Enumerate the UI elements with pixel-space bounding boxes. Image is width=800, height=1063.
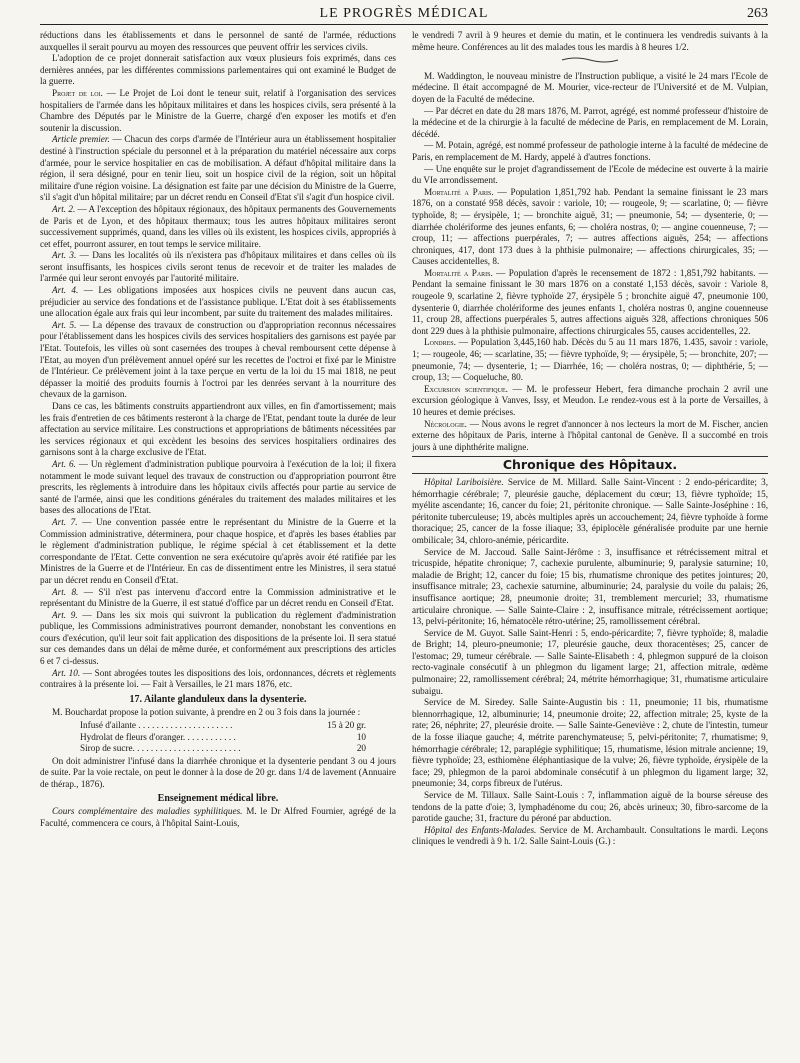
article: Art. 3. — Dans les localités où ils n'existera pas d'hôpitaux militaires et dans celles où ils seront insuffisants, les hospices civils seront tenus de recevoir et de traiter les malades de l'armée qui leur seront envoyés par l'autorité militaire. bbox=[40, 250, 396, 284]
paragraph: Dans ce cas, les bâtiments construits appartiendront aux villes, en fin d'amortissement; mais les frais d'entretien de ces bâtiments resteront à la charge de l'Etat, pendant toute la durée de leur affectation au service militaire. Les constructions et appropriations de bâtiments nécessitées par les services régionaux et qui excèdent les besoins des services hospitaliers ordinaires des garnisons sont à la charge exclusive de l'Etat. bbox=[40, 401, 396, 458]
article: Art. 10. — Sont abrogées toutes les dispositions des lois, ordonnances, décrets et règlements contraires à la présente loi. — Fait à Versailles, le 21 mars 1876, etc. bbox=[40, 667, 396, 690]
paragraph: — M. Potain, agrégé, est nommé professeur de pathologie interne à la faculté de médecine de Paris, en remplacement de M. Hardy, appelé à d'autres fonctions. bbox=[412, 140, 768, 162]
paragraph: Hôpital des Enfants-Malades. Service de M. Archambault. Consultations le mardi. Leçons cliniques le vendredi à 9 h. 1/2. Salle Saint-Louis (G.) : bbox=[412, 824, 768, 847]
paragraph: Excursion scientifique. — M. le professeur Hebert, fera dimanche prochain 2 avril une excursion géologique à Vanves, Issy, et Meudon. Le rendez-vous est à la porte de Versailles, à 10 heures et demie précises. bbox=[412, 383, 768, 417]
journal-title: LE PROGRÈS MÉDICAL bbox=[319, 6, 489, 21]
article: Art. 4. — Les obligations imposées aux hospices civils ne peuvent dans aucun cas, préjudicier au service des fondations et de l'assistance publique. L'Etat doit à ses établissements une allocation égale aux frais qui leur incombent, par suite du traitement des malades militaires. bbox=[40, 285, 396, 319]
paragraph: Hôpital Lariboisière. Service de M. Millard. Salle Saint-Vincent : 2 endo-péricardite; 3, hémorrhagie cérébrale; 7, pleurésie gauche, déplacement du cœur; 13, fièvre typhoïde; 15, myélite ascendante; 16, cancer du foie; 21, péritonite chronique. — Salle Sainte-Joséphine : 16, péritonite tuberculeuse; 19, abcès multiples après un accouchement; 24, fièvre typhoïde à forme thoracique; 25, cancer de la fosse iliaque; 33, épiplocèle généralisée produite par une hernie ombilicale; 34, chloro-anémie, péricardite. bbox=[412, 476, 768, 545]
prescription-line: Infusé d'ailante . . . . . . . . . . . . . . . . . . . . . 15 à 20 gr. bbox=[80, 720, 366, 731]
left-column bbox=[40, 30, 396, 829]
paragraph: Mortalité a Paris. — Population d'après le recensement de 1872 : 1,851,792 habitants. — Pendant la semaine finissant le 30 mars 1876 on a constaté 1,153 décès, savoir : Variole 8, rougeole 9, scarlatine 2, fièvre typhoïde 27, érysipèle 5 ; bronchite aiguë 47, pneumonie 100, dysenterie 0, diarrhée cholériforme des jeunes enfants 1, choléra nostras 0, angine couenneuse 11, croup 28, affections puerpérales 5, autres affections aiguës 328, affections chroniques 506 dont 229 dues à la phthisie pulmonaire, affections chirurgicales 55, causes accidentelles, 22. bbox=[412, 267, 768, 336]
paragraph: Londres. — Population 3,445,160 hab. Décès du 5 au 11 mars 1876, 1.435, savoir : variole, 1; — rougeole, 46; — scarlatine, 35; — fièvre typhoïde, 9; — érysipèle, 5; — bronchite, 207; — pneumonie, 74; — dysenterie, 1; — Diarrhée, 16; — choléra nostras, 0; — diphthérie, 5; — croup, 13; — Coqueluche, 80. bbox=[412, 337, 768, 383]
section-heading: 17. Ailante glanduleux dans la dysenterie. bbox=[129, 693, 307, 705]
paragraph: — Par décret en date du 28 mars 1876, M. Parrot, agrégé, est nommé professeur d'histoire de la médecine et de la chirurgie à la faculté de médecine de Paris, en remplacement de M. Lorain, décédé. bbox=[412, 105, 768, 139]
paragraph: Cours complémentaire des maladies syphilitiques. M. le Dr Alfred Fournier, agrégé de la Faculté, commencera ce cours, à l'hôpital Saint-Louis, bbox=[40, 806, 396, 828]
right-column bbox=[412, 30, 768, 848]
section-box-title: Chronique des Hôpitaux. bbox=[412, 456, 768, 474]
paragraph: Nécrologie. — Nous avons le regret d'annoncer à nos lecteurs la mort de M. Fischer, ancien externe des hôpitaux de Paris, interne à l'hôpital cantonal de Genève. Il a succombé en trois jours à une diphthérite maligne. bbox=[412, 418, 768, 452]
page-number: 263 bbox=[747, 6, 768, 21]
paragraph: réductions dans les établissements et dans le personnel de santé de l'armée, réductions auxquelles il serait pourvu au moyen des ressources que peuvent offrir les services civils. bbox=[40, 30, 396, 52]
article: Art. 7. — Une convention passée entre le représentant du Ministre de la Guerre et la Commission administrative, déterminera, pour chaque hospice, et d'après les bases établies par le règlement d'administration publique, le régime spécial à cet établissement et la dette correspondante de l'Etat. Cette convention ne sera exécutoire qu'après avoir été ratifiée par les Ministres de la Guerre et de l'Intérieur. En cas de dissentiment entre les Ministres, il sera statué par un décret rendu en Conseil d'Etat. bbox=[40, 516, 396, 585]
paragraph: On doit administrer l'infusé dans la diarrhée chronique et la dysenterie pendant 3 ou 4 jours de suite. Par la voie rectale, on peut le donner à la dose de 20 gr. dans 1/4 de lavement (Annuaire de thérap., 1876). bbox=[40, 755, 396, 789]
paragraph: M. Waddington, le nouveau ministre de l'Instruction publique, a visité le 24 mars l'Ecole de médecine. Il était accompagné de M. Mourier, vice-recteur de l'Université et de M. Vulpian, doyen de la Faculté de médecine. bbox=[412, 70, 768, 104]
section-heading: Enseignement médical libre. bbox=[157, 792, 279, 804]
paragraph: Service de M. Jaccoud. Salle Saint-Jérôme : 3, insuffisance et rétrécissement mitral et tricuspide, hépatite chronique; 7, cachexie purulente, albuminurie; 9, paralysie saturnine; 10, maladie de Bright; 12, cancer du foie; 15 bis, rhumatisme chronique des petites jointures; 20, insuffisance mitrale; 23, cachexie saturnine, albuminurie; 24, paralysie du voile du palais; 26, insuffisance aortique; 28, pneumonie droite; 31, tremblement mercuriel; 33, rhumatisme articulaire chronique. — Salle Sainte-Claire : 2, insuffisance mitrale, rétrécissement aortique; 13, pelvi-péritonite; 16, hématocèle rétro-utérine; 25, ramollissement cérébral. bbox=[412, 546, 768, 627]
article: Art. 8. — S'il n'est pas intervenu d'accord entre la Commission administrative et le représentant du Ministre de la Guerre, il est statué d'office par un décret rendu en Conseil d'Etat. bbox=[40, 586, 396, 609]
paragraph: Service de M. Tillaux. Salle Saint-Louis : 7, inflammation aiguë de la bourse séreuse des tendons de la patte d'oie; 3, lymphadénome du cou; 26, abcès urineux; 30, fibro-sarcome de la parotide gauche; 31, fracture du péroné par abduction. bbox=[412, 790, 768, 824]
paragraph: M. Bouchardat propose la potion suivante, à prendre en 2 ou 3 fois dans la journée : bbox=[52, 707, 361, 718]
page-header bbox=[40, 6, 768, 25]
prescription-line: Sirop de sucre. . . . . . . . . . . . . . . . . . . . . . . . 20 bbox=[80, 743, 366, 754]
paragraph: Projet de loi. — Le Projet de Loi dont le teneur suit, relatif à l'organisation des services hospitaliers de l'armée dans les hôpitaux militaires et dans les hospices civils, sera présenté à la Chambre des Députés par le Ministre de la Guerre, chargé d'en exposer les motifs et d'en soutenir la discussion. bbox=[40, 87, 396, 133]
paragraph: Service de M. Guyot. Salle Saint-Henri : 5, endo-péricardite; 7, fièvre typhoïde; 8, maladie de Bright; 14, pleuro-pneumonie; 17, pleurésie gauche, deux thoracentèses; 25, cancer de l'estomac; 29, tumeur cérébrale. — Salle Sainte-Elisabeth : 4, phlegmon suppuré de la cloison recto-vaginale consécutif à un phlegmon du ligament large; 21, affection mitrale, œdème pulmonaire; 22, ramollissement cérébral; 24, métrite hémorrhagique; 31, rhumatisme articulaire subaigu. bbox=[412, 627, 768, 696]
article: Art. 5. — La dépense des travaux de construction ou d'appropriation reconnus nécessaires pour l'établissement dans les hospices civils des services hospitaliers des garnisons est payée par l'Etat. Toutefois, les villes où sont casernées des troupes à cheval remboursent cette dépense à l'Etat, au moyen d'un prélèvement annuel opéré sur les recettes de l'octroi et fixé par le Ministre de l'Intérieur. Ce prélèvement joint à la taxe perçue en vertu de la loi du 15 mai 1818, ne peut dépasser la moitié des produits fournis à l'octroi par les denrées servant à la nourriture des chevaux de la garnison. bbox=[40, 319, 396, 400]
paragraph: — Une enquête sur le projet d'agrandissement de l'Ecole de médecine est ouverte à la mairie du VIe arrondissement. bbox=[412, 163, 768, 186]
article: Art. 2. — A l'exception des hôpitaux régionaux, des hôpitaux permanents des Gouvernements de Paris et de Lyon, et des hôpitaux thermaux; tous les autres hôpitaux militaires seront successivement supprimés, quand, dans les villes où ils existent, les hospices civils, appropriés à cet effet, pourront assurer, en tout temps le service militaire. bbox=[40, 203, 396, 249]
paragraph: le vendredi 7 avril à 9 heures et demie du matin, et le continuera les vendredis suivants à la même heure. Conférences au lit des malades tous les mardis à 8 heures 1/2. bbox=[412, 30, 768, 52]
article: Art. 9. — Dans les six mois qui suivront la publication du règlement d'administration publique, les Commissions administratives pourront demander, nonobstant les conventions en cours d'exécution, qu'il leur soit fait application des dispositions de la présente loi. Il sera statué sur ces demandes dans un délai de même durée, et conformément aux prescriptions des articles 6 et 7 ci-dessus. bbox=[40, 609, 396, 667]
ornament-divider bbox=[412, 56, 768, 68]
paragraph: Mortalité a Paris. — Population 1,851,792 hab. Pendant la semaine finissant le 23 mars 1876, on a constaté 958 décès, savoir : variole, 10; — rougeole, 9; — scarlatine, 0; — fièvre typhoïde, 8; — érysipèle, 1; — bronchite aiguë, 31; — pneumonie, 54; — dysenterie, 0; — diarrhée cholériforme des jeunes enfants, 6; — choléra nostras, 0; — angine couenneuse, 7; — croup, 11; — affections puerpérales, 7; — autres affections aiguës, 254; — affections chroniques, 417, dont 173 dues à la phthisie pulmonaire; — affections chirurgicales, 35; — Causes accidentelles, 8. bbox=[412, 186, 768, 267]
paragraph: L'adoption de ce projet donnerait satisfaction aux vœux plusieurs fois exprimés, dans ces dernières années, par les différentes commissions parlementaires qui ont examiné le Budget de la guerre. bbox=[40, 53, 396, 87]
article: Art. 6. — Un règlement d'administration publique pourvoira à l'exécution de la loi; il fixera notamment le mode suivant lequel des travaux de construction ou d'appropriation pourront être prescrits, les règlements à introduire dans les hôpitaux civils affectés pour partie au service de santé de l'armée, ainsi que les conditions générales du traitement des malades militaires et les bases des allocations de l'Etat. bbox=[40, 458, 397, 516]
article: Article premier. — Chacun des corps d'armée de l'Intérieur aura un établissement hospitalier destiné à l'instruction spéciale du personnel et à la préparation du matériel nécessaire aux corps d'armée, pour le service hospitalier en cas de mobilisation. A défaut d'hôpital militaire dans la région, il sera désigné, pour en tenir lieu, soit un hospice civil de la région, soit un hôpital militaire d'une région voisine. La désignation est faite par une décision du Ministre de la Guerre, s'il s'agit d'un hôpital militaire; par un décret rendu en Conseil d'Etat s'il s'agit d'un hospice civil. bbox=[40, 134, 396, 203]
prescription-line: Hydrolat de fleurs d'oranger. . . . . . . . . . . . 10 bbox=[80, 731, 366, 742]
paragraph: Service de M. Siredey. Salle Sainte-Augustin bis : 11, pneumonie; 11 bis, rhumatisme blennorrhagique, 12, albuminurie; 14, pneumonie droite; 22, affection mitrale; 25, kyste de la rate; 26, néphrite; 27, pleurésie droite. — Salle Sainte-Geneviève : 2, chute de l'intestin, tumeur de la fosse iliaque gauche; 4, métrite parenchymateuse; 5, pelvi-péritonite; 7, rhumatisme; 9, hémorrhagie cérébrale; 12, paraplégie syphilitique; 15, rhumatisme, lésion mitrale ancienne; 19, fièvre typhoïde; 23, esthiomène éléphantiasique de la vulve; 26, fièvre typhoïde, érysipèle de la face; 29, phlegmon de la paroi abdominale consécutif à un phlegmon du ligament large; 32, pneumonie; 34, corps fibreux de l'utérus. bbox=[412, 697, 768, 789]
prescription bbox=[40, 720, 396, 755]
